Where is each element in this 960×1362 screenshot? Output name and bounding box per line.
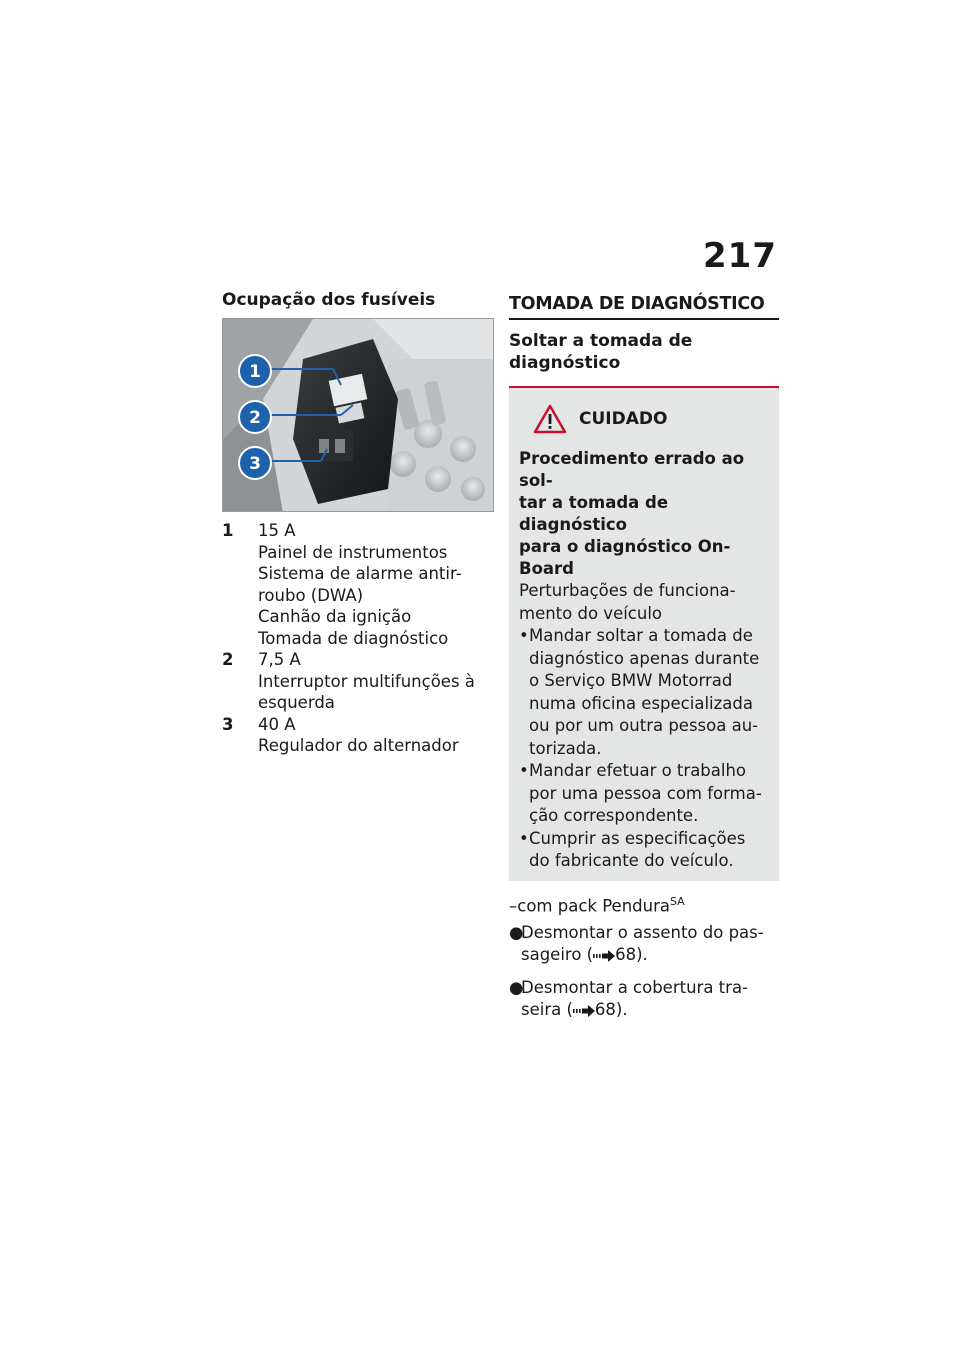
step-bullet-icon: ●	[509, 977, 524, 997]
legend-text: Painel de instrumentos	[258, 542, 448, 562]
subheading-line: Soltar a tomada de	[509, 331, 693, 351]
legend-text: 15 A	[258, 521, 296, 540]
legend-text: 7,5 A	[258, 650, 301, 669]
step-line: Desmontar o assento do pas-	[521, 922, 764, 942]
diagnostic-section	[509, 294, 779, 1022]
warning-bullet	[519, 760, 771, 828]
legend-number: 2	[222, 650, 234, 669]
callout-2-label: 2	[249, 408, 261, 428]
step-text: ).	[636, 945, 648, 964]
warning-title-line: tar a tomada de diagnóstico	[519, 493, 669, 534]
page-reference-arrow-icon	[593, 950, 615, 962]
legend-text: Sistema de alarme antir-	[258, 564, 462, 583]
bullet-line: numa oficina especializada	[529, 693, 753, 713]
bullet-line: o Serviço BMW Motorrad	[529, 671, 733, 690]
fuse-box-photo	[222, 318, 494, 512]
legend-text: roubo (DWA)	[258, 585, 364, 605]
bullet-line: • Cumprir as especificações	[529, 828, 746, 848]
bullet-line: diagnóstico apenas durante	[529, 648, 760, 668]
legend-text: 40 A	[258, 714, 296, 734]
step-line: Desmontar a cobertura tra-	[521, 977, 749, 997]
procedure-step	[509, 977, 779, 1022]
legend-number: 1	[222, 521, 234, 540]
warning-title-line: Procedimento errado ao sol-	[519, 449, 745, 490]
page-reference-link[interactable]: 68	[594, 1000, 616, 1019]
bullet-line: • Mandar efetuar o trabalho	[529, 761, 747, 780]
bullet-line: do fabricante do veículo.	[529, 851, 734, 870]
warning-text-line: Perturbações de funciona-	[519, 581, 736, 600]
step-text: seira (	[521, 1000, 573, 1019]
legend-text: Interruptor multifunções à	[258, 671, 475, 691]
warning-bullet	[519, 828, 771, 873]
subheading-line: diagnóstico	[509, 353, 621, 373]
callout-3-label: 3	[249, 454, 261, 474]
page-reference-arrow-icon	[573, 1005, 595, 1017]
warning-header	[533, 404, 771, 434]
bullet-line: ção correspondente.	[529, 806, 699, 825]
page-reference-link[interactable]: 68	[615, 945, 637, 964]
legend-item-3	[222, 714, 494, 757]
condition-line	[509, 891, 779, 918]
legend-item-1	[222, 520, 494, 649]
callout-1-label: 1	[249, 362, 261, 382]
bullet-line: ou por um outra pessoa au-	[529, 716, 759, 735]
warning-bullet	[519, 625, 771, 760]
warning-box	[509, 386, 779, 881]
subheading	[509, 330, 779, 386]
legend-number: 3	[222, 714, 234, 734]
step-line	[521, 944, 779, 967]
special-accessory-mark: SA	[670, 894, 685, 908]
bullet-line: por uma pessoa com forma-	[529, 783, 762, 803]
fuse-legend	[222, 520, 494, 757]
warning-consequence	[519, 580, 771, 625]
bullet-line: • Mandar soltar a tomada de	[529, 626, 753, 645]
legend-text: esquerda	[258, 693, 335, 712]
legend-text: Canhão da ignição	[258, 607, 412, 626]
warning-bullet-list	[519, 625, 771, 873]
warning-text-line: mento do veículo	[519, 603, 663, 623]
step-line	[521, 999, 779, 1022]
page-number: 217	[703, 236, 777, 276]
legend-text: Tomada de diagnóstico	[258, 628, 449, 648]
fuse-photo-illustration	[223, 319, 494, 512]
warning-title	[519, 448, 771, 580]
section-title: Ocupação dos fusíveis	[222, 290, 436, 310]
condition-text: –com pack Pendura	[509, 896, 670, 915]
legend-item-2	[222, 649, 494, 714]
step-text: ).	[615, 1000, 628, 1019]
warning-triangle-icon	[533, 404, 567, 434]
legend-text: Regulador do alternador	[258, 736, 459, 755]
procedure	[509, 891, 779, 1022]
fuse-section	[222, 290, 494, 757]
warning-label: CUIDADO	[579, 409, 668, 429]
procedure-step	[509, 922, 779, 967]
step-bullet-icon: ●	[509, 922, 524, 942]
step-text: sageiro (	[521, 945, 594, 964]
bullet-line: torizada.	[529, 738, 602, 758]
section-heading: TOMADA DE DIAGNÓSTICO	[509, 294, 779, 320]
warning-title-line: para o diagnóstico On-Board	[519, 537, 731, 578]
